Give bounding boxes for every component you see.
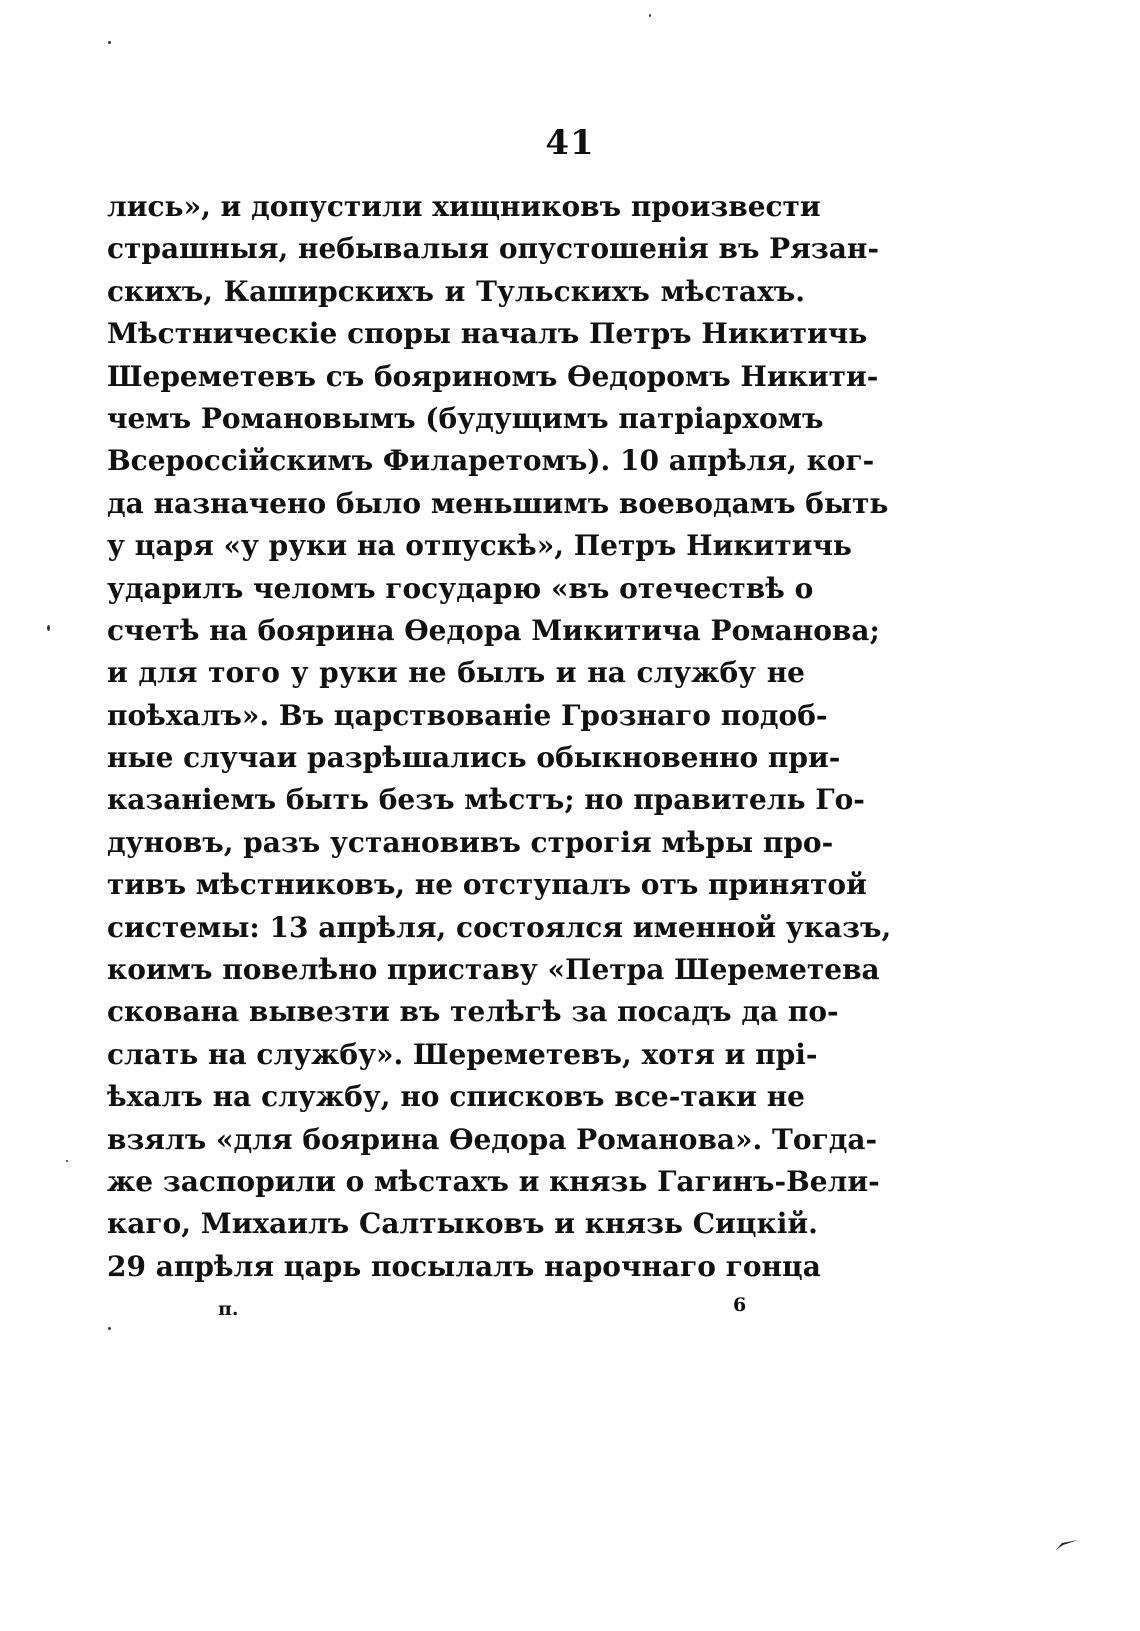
scan-speck [66,1160,68,1162]
sheet-number: 6 [733,1294,747,1316]
text-line: у царя «у руки на отпускѣ», Петръ Никитичь [107,529,852,563]
text-line: поѣхалъ». Въ царствованіе Грознаго подоб- [107,698,828,732]
text-line: чемъ Романовымъ (будущимъ патріархомъ [107,401,824,435]
text-line: Шереметевъ съ бояриномъ Ѳедоромъ Никити- [107,359,879,393]
text-line: скихъ, Каширскихъ и Тульскихъ мѣстахъ. [107,274,805,308]
text-line: казаніемъ быть безъ мѣстъ; но правитель Го- [107,783,865,817]
page-number: 41 [545,123,595,163]
text-line: слать на службу». Шереметевъ, хотя и прі- [107,1037,818,1071]
text-line: дуновъ, разъ установивъ строгія мѣры про- [107,825,834,859]
text-line: взялъ «для боярина Ѳедора Романова». Тогда- [107,1122,878,1156]
text-line: страшныя, небывалыя опустошенія въ Рязан- [107,232,880,266]
scan-speck [47,625,50,631]
text-line: скована вывезти въ телѣгѣ за посадъ да по- [107,995,839,1029]
body-text [107,186,892,1288]
text-line: ные случаи разрѣшались обыкновенно при- [107,741,841,775]
text-line: лись», и допустили хищниковъ произвести [107,190,821,223]
text-line: Всероссійскимъ Филаретомъ). 10 апрѣля, ког- [107,444,875,478]
text-line: же заспорили о мѣстахъ и князь Гагинъ-Вели- [107,1164,880,1198]
text-line: Мѣстническіе споры началъ Петръ Никитичь [107,317,868,351]
text-line: ударилъ челомъ государю «въ отечествѣ о [107,571,814,605]
signature-mark: п. [218,1298,239,1320]
text-line: коимъ повелѣно приставу «Петра Шереметева [107,953,880,987]
text-line: каго, Михаилъ Салтыковъ и князь Сицкій. [107,1207,818,1241]
scan-speck [108,41,111,44]
scan-speck [649,14,651,17]
text-line: счетѣ на боярина Ѳедора Микитича Романова; [107,613,880,647]
pen-mark-icon [1054,1538,1080,1552]
text-line: тивъ мѣстниковъ, не отступалъ отъ принятой [107,868,867,902]
text-line: да назначено было меньшимъ воеводамъ быть [107,486,889,520]
text-line: системы: 13 апрѣля, состоялся именной указъ, [107,910,892,944]
scan-speck [108,1327,111,1330]
text-line: ѣхалъ на службу, но списковъ все-таки не [107,1080,805,1114]
text-line: и для того у руки не былъ и на службу не [107,656,805,690]
text-line: 29 апрѣля царь посылалъ нарочнаго гонца [107,1249,821,1283]
